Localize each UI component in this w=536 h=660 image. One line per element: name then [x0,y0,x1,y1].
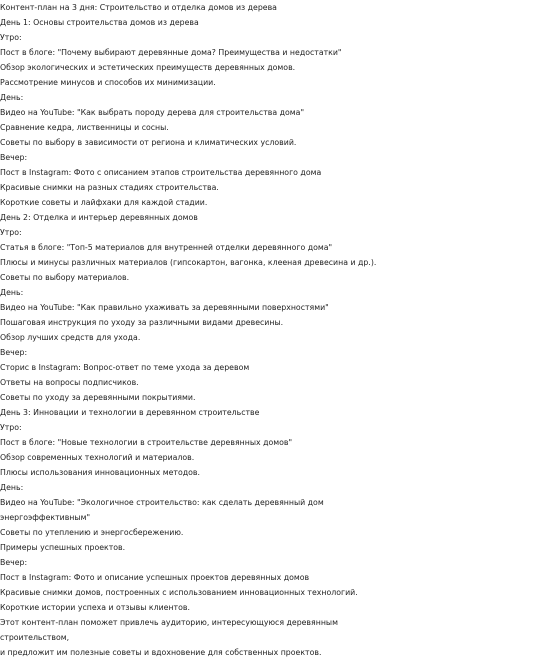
day-3-afternoon-label: День: [0,483,24,492]
day-1-afternoon-detail-2: Советы по выбору в зависимости от региона и климатических условий. [0,138,297,147]
conclusion-line-2: строительством, [0,633,70,642]
day-1-afternoon-detail-1: Сравнение кедра, лиственницы и сосны. [0,123,169,132]
day-2-afternoon-label: День: [0,288,24,297]
day-3-evening-post: Пост в Instagram: Фото и описание успешных проектов деревянных домов [0,573,310,582]
day-2-evening-label: Вечер: [0,348,28,357]
day-1-morning-detail-2: Рассмотрение минусов и способов их минимизации. [0,78,216,87]
day-2-afternoon-detail-2: Обзор лучших средств для ухода. [0,333,141,342]
day-2-morning-detail-1: Плюсы и минусы различных материалов (гипсокартон, вагонка, клееная древесина и др.). [0,258,377,267]
day-1-heading: День 1: Основы строительства домов из дерева [0,18,199,27]
day-3-morning-post: Пост в блоге: "Новые технологии в строительстве деревянных домов" [0,438,293,447]
day-3-afternoon-video: Видео на YouTube: "Экологичное строительство: как сделать деревянный дом [0,498,324,507]
day-1-afternoon-label: День: [0,93,24,102]
day-1-morning-post: Пост в блоге: "Почему выбирают деревянные дома? Преимущества и недостатки" [0,48,342,57]
day-2-morning-label: Утро: [0,228,22,237]
day-1-evening-detail-1: Красивые снимки на разных стадиях строительства. [0,183,219,192]
day-3-afternoon-detail-1: Советы по утеплению и энергосбережению. [0,528,184,537]
day-2-morning-detail-2: Советы по выбору материалов. [0,273,130,282]
day-3-afternoon-video-continued: энергоэффективным" [0,513,91,522]
day-3-morning-detail-1: Обзор современных технологий и материалов. [0,453,195,462]
conclusion-line-1: Этот контент-план поможет привлечь аудиторию, интересующуюся деревянным [0,618,338,627]
day-2-afternoon-detail-1: Пошаговая инструкция по уходу за различными видами древесины. [0,318,284,327]
day-1-evening-detail-2: Короткие советы и лайфхаки для каждой стадии. [0,198,208,207]
day-2-afternoon-video: Видео на YouTube: "Как правильно ухаживать за деревянными поверхностями" [0,303,329,312]
day-1-afternoon-video: Видео на YouTube: "Как выбрать породу дерева для строительства дома" [0,108,305,117]
day-1-morning-label: Утро: [0,33,22,42]
day-3-afternoon-detail-2: Примеры успешных проектов. [0,543,126,552]
day-2-heading: День 2: Отделка и интерьер деревянных домов [0,213,198,222]
day-1-evening-post: Пост в Instagram: Фото с описанием этапов строительства деревянного дома [0,168,322,177]
day-3-morning-label: Утро: [0,423,22,432]
day-2-evening-detail-1: Ответы на вопросы подписчиков. [0,378,139,387]
day-2-evening-detail-2: Советы по уходу за деревянными покрытиями. [0,393,196,402]
day-3-evening-label: Вечер: [0,558,28,567]
day-3-morning-detail-2: Плюсы использования инновационных методов. [0,468,200,477]
day-3-heading: День 3: Инновации и технологии в деревянном строительстве [0,408,260,417]
conclusion-line-3: и предложит им полезные советы и вдохновение для собственных проектов. [0,648,322,657]
day-1-morning-detail-1: Обзор экологических и эстетических преимуществ деревянных домов. [0,63,296,72]
day-2-evening-stories: Сторис в Instagram: Вопрос-ответ по теме ухода за деревом [0,363,250,372]
document-title: Контент-план на 3 дня: Строительство и отделка домов из дерева [0,3,277,12]
day-2-morning-article: Статья в блоге: "Топ-5 материалов для внутренней отделки деревянного дома" [0,243,333,252]
day-3-evening-detail-1: Красивые снимки домов, построенных с использованием инновационных технологий. [0,588,358,597]
day-1-evening-label: Вечер: [0,153,28,162]
day-3-evening-detail-2: Короткие истории успеха и отзывы клиентов. [0,603,190,612]
